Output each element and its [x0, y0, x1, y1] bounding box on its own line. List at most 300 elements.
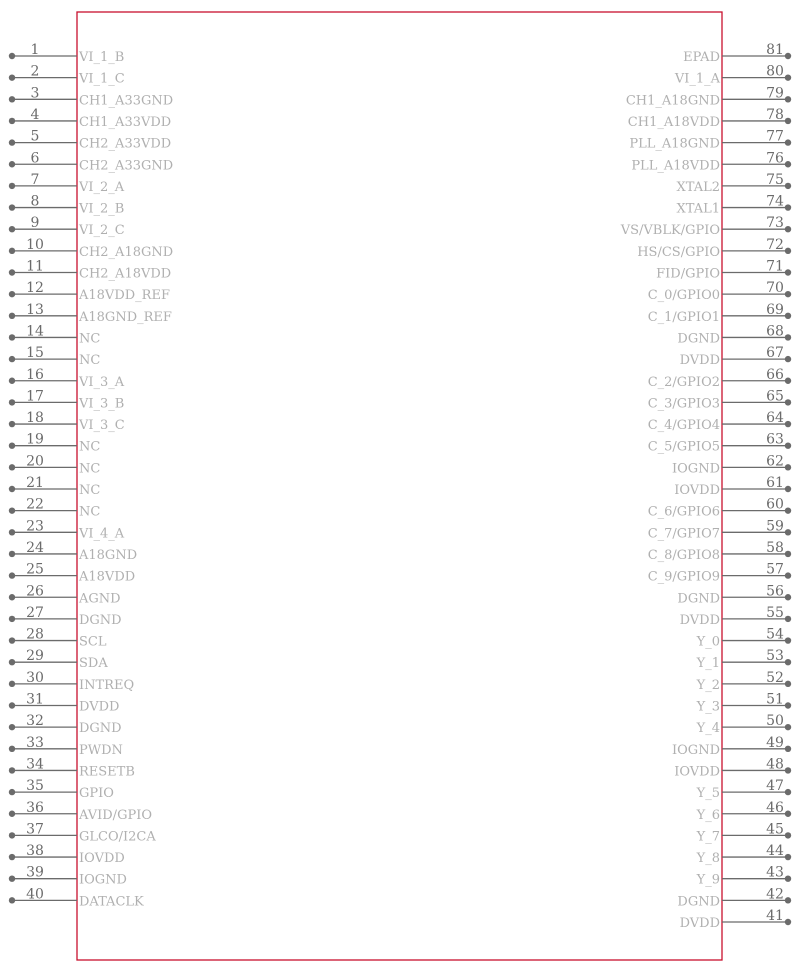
- pin-name-label: C_3/GPIO3: [647, 396, 720, 412]
- pin-51: [696, 692, 792, 715]
- pin-terminal-dot: [9, 74, 15, 80]
- pin-60: [648, 497, 791, 520]
- pin-terminal-dot: [785, 139, 791, 145]
- pin-terminal-dot: [785, 443, 791, 449]
- pin-terminal-dot: [9, 464, 15, 470]
- pin-number: 77: [766, 128, 784, 145]
- pin-name-label: SCL: [79, 634, 107, 650]
- pin-75: [676, 172, 791, 195]
- pin-number: 25: [26, 561, 44, 578]
- pin-22: [9, 497, 101, 520]
- pin-52: [696, 670, 792, 693]
- pin-name-label: PLL_A18GND: [629, 136, 720, 152]
- pin-number: 55: [766, 604, 784, 621]
- pin-number: 13: [26, 301, 44, 318]
- pin-number: 39: [26, 864, 44, 881]
- pin-terminal-dot: [9, 313, 15, 319]
- pin-name-label: NC: [79, 461, 101, 477]
- pin-terminal-dot: [9, 226, 15, 232]
- pin-terminal-dot: [9, 551, 15, 557]
- pin-name-label: DGND: [79, 612, 122, 628]
- pin-name-label: GPIO: [79, 786, 114, 802]
- pin-terminal-dot: [785, 399, 791, 405]
- pin-63: [648, 432, 791, 455]
- pin-terminal-dot: [785, 637, 791, 643]
- pin-number: 5: [30, 128, 40, 145]
- pin-number: 56: [766, 583, 784, 600]
- pin-name-label: DGND: [677, 894, 720, 910]
- pin-name-label: C_7/GPIO7: [647, 526, 720, 542]
- pin-terminal-dot: [785, 74, 791, 80]
- pin-name-label: CH2_A33GND: [79, 158, 174, 174]
- pin-50: [696, 713, 792, 736]
- pin-name-label: VS/VBLK/GPIO: [620, 223, 720, 239]
- pin-terminal-dot: [9, 767, 15, 773]
- pin-number: 16: [26, 366, 44, 383]
- pin-number: 63: [766, 431, 784, 448]
- pin-name-label: Y_6: [696, 807, 720, 823]
- pin-number: 24: [26, 539, 44, 556]
- pin-terminal-dot: [785, 702, 791, 708]
- pin-4: [9, 107, 171, 130]
- pin-number: 3: [30, 85, 40, 102]
- pin-terminal-dot: [785, 876, 791, 882]
- pin-name-label: IOGND: [672, 742, 720, 758]
- pin-terminal-dot: [9, 681, 15, 687]
- pin-terminal-dot: [9, 204, 15, 210]
- pin-terminal-dot: [785, 486, 791, 492]
- pin-terminal-dot: [785, 226, 791, 232]
- pin-number: 41: [766, 908, 784, 924]
- pin-6: [9, 150, 173, 173]
- pin-name-label: INTREQ: [79, 677, 135, 693]
- pin-terminal-dot: [9, 702, 15, 708]
- pin-terminal-dot: [785, 789, 791, 795]
- pin-80: [674, 64, 791, 87]
- pin-number: 53: [766, 648, 784, 665]
- pin-terminal-dot: [9, 811, 15, 817]
- pin-number: 80: [766, 63, 784, 80]
- pin-terminal-dot: [9, 139, 15, 145]
- pin-number: 42: [766, 886, 784, 903]
- pin-number: 28: [26, 626, 44, 643]
- pin-1: [9, 42, 125, 65]
- pin-number: 38: [26, 843, 44, 860]
- pin-name-label: C_2/GPIO2: [647, 374, 720, 390]
- pin-name-label: C_5/GPIO5: [647, 439, 720, 455]
- pin-name-label: C_1/GPIO1: [647, 309, 720, 325]
- pin-number: 64: [766, 410, 784, 427]
- pin-number: 45: [766, 821, 784, 838]
- pin-number: 4: [30, 106, 40, 123]
- pin-name-label: NC: [79, 331, 101, 347]
- pin-number: 79: [766, 85, 784, 102]
- pin-number: 49: [766, 734, 784, 751]
- pin-number: 2: [30, 63, 40, 80]
- pin-number: 27: [26, 604, 44, 621]
- pin-terminal-dot: [785, 183, 791, 189]
- pin-name-label: CH2_A33VDD: [79, 136, 172, 152]
- pin-name-label: DVDD: [679, 916, 720, 931]
- pin-terminal-dot: [9, 854, 15, 860]
- pin-number: 57: [766, 561, 784, 578]
- pin-number: 6: [30, 150, 40, 167]
- pin-19: [9, 432, 101, 455]
- pin-terminal-dot: [785, 356, 791, 362]
- pin-terminal-dot: [785, 291, 791, 297]
- pin-27: [9, 605, 122, 628]
- pin-name-label: Y_5: [696, 786, 720, 802]
- pin-name-label: PLL_A18VDD: [631, 158, 720, 174]
- pin-number: 52: [766, 669, 784, 686]
- pin-36: [9, 800, 152, 823]
- pin-70: [648, 280, 791, 303]
- pin-name-label: IOVDD: [674, 764, 720, 780]
- pin-number: 72: [766, 236, 784, 253]
- pin-number: 54: [766, 626, 784, 643]
- pin-number: 51: [766, 691, 784, 708]
- pin-name-label: VI_2_A: [79, 179, 125, 195]
- pin-name-label: CH2_A18VDD: [79, 266, 172, 282]
- pin-terminal-dot: [9, 637, 15, 643]
- pin-number: 61: [766, 475, 784, 491]
- pin-number: 29: [26, 648, 44, 665]
- pin-number: 68: [766, 323, 784, 340]
- pin-terminal-dot: [785, 659, 791, 665]
- pin-number: 9: [30, 215, 40, 232]
- pin-terminal-dot: [785, 53, 791, 59]
- pin-56: [677, 583, 791, 606]
- pin-name-label: CH1_A18VDD: [627, 114, 720, 130]
- pin-66: [648, 367, 791, 390]
- pin-number: 48: [766, 756, 784, 773]
- pin-name-label: NC: [79, 439, 101, 455]
- pin-terminal-dot: [785, 767, 791, 773]
- pin-48: [674, 756, 791, 779]
- pin-number: 21: [26, 475, 44, 491]
- pin-30: [9, 670, 134, 693]
- pin-name-label: DVDD: [679, 612, 720, 628]
- pin-45: [696, 821, 792, 844]
- pin-terminal-dot: [9, 248, 15, 254]
- pin-name-label: C_8/GPIO8: [647, 547, 720, 563]
- pin-number: 71: [766, 258, 784, 275]
- pin-name-label: C_4/GPIO4: [647, 418, 720, 434]
- pin-name-label: RESETB: [79, 764, 135, 780]
- pin-terminal-dot: [785, 96, 791, 102]
- pin-terminal-dot: [785, 681, 791, 687]
- pin-2: [9, 64, 125, 87]
- pin-terminal-dot: [785, 248, 791, 254]
- pin-name-label: VI_1_B: [79, 50, 125, 65]
- pin-number: 34: [26, 756, 44, 773]
- pin-number: 73: [766, 215, 784, 232]
- pin-terminal-dot: [9, 378, 15, 384]
- pin-68: [677, 323, 791, 346]
- pin-terminal-dot: [785, 594, 791, 600]
- pin-number: 12: [26, 280, 44, 297]
- pin-name-label: NC: [79, 353, 101, 369]
- pin-number: 32: [26, 713, 44, 730]
- pin-name-label: AGND: [79, 591, 121, 607]
- pin-73: [620, 215, 791, 238]
- pin-55: [680, 605, 792, 628]
- pin-59: [648, 518, 791, 541]
- pin-name-label: DVDD: [79, 699, 120, 715]
- pin-terminal-dot: [9, 421, 15, 427]
- pin-number: 7: [30, 171, 40, 188]
- pin-43: [696, 865, 792, 888]
- pin-number: 47: [766, 778, 784, 795]
- pin-name-label: NC: [79, 483, 101, 498]
- pin-number: 22: [26, 496, 44, 513]
- pin-64: [648, 410, 791, 433]
- pin-number: 15: [26, 345, 44, 362]
- pin-32: [9, 713, 122, 736]
- pin-78: [628, 107, 791, 130]
- pin-name-label: Y_1: [696, 656, 720, 672]
- pin-name-label: VI_1_A: [674, 71, 720, 87]
- pin-terminal-dot: [785, 204, 791, 210]
- pin-number: 60: [766, 496, 784, 513]
- pin-number: 76: [766, 150, 784, 167]
- pin-number: 74: [766, 193, 784, 210]
- pin-9: [9, 215, 125, 238]
- pin-terminal-dot: [785, 919, 791, 925]
- pin-13: [9, 302, 172, 325]
- pin-terminal-dot: [785, 616, 791, 622]
- right-pin-group: [620, 42, 791, 931]
- pin-name-label: Y_8: [696, 851, 720, 867]
- pin-name-label: DVDD: [679, 353, 720, 369]
- pin-name-label: DGND: [79, 721, 122, 737]
- pin-name-label: C_9/GPIO9: [647, 569, 720, 585]
- pin-number: 43: [766, 864, 784, 881]
- pin-number: 31: [26, 691, 44, 708]
- pin-7: [9, 172, 125, 195]
- pin-number: 46: [766, 799, 784, 816]
- pin-terminal-dot: [9, 269, 15, 275]
- pin-number: 40: [26, 886, 44, 903]
- pin-number: 62: [766, 453, 784, 470]
- pin-11: [9, 259, 171, 282]
- pin-terminal-dot: [785, 572, 791, 578]
- pin-terminal-dot: [785, 464, 791, 470]
- pin-number: 50: [766, 713, 784, 730]
- pin-terminal-dot: [9, 161, 15, 167]
- pin-15: [9, 345, 101, 368]
- pin-terminal-dot: [9, 897, 15, 903]
- pin-terminal-dot: [9, 118, 15, 124]
- pin-number: 81: [766, 42, 784, 58]
- pin-terminal-dot: [9, 507, 15, 513]
- pin-terminal-dot: [9, 616, 15, 622]
- pin-61: [674, 475, 791, 498]
- pin-number: 20: [26, 453, 44, 470]
- pin-58: [648, 540, 791, 563]
- pin-name-label: EPAD: [683, 50, 720, 65]
- pin-number: 66: [766, 366, 784, 383]
- pin-28: [9, 627, 107, 650]
- pin-18: [9, 410, 125, 433]
- pin-terminal-dot: [785, 334, 791, 340]
- pin-number: 36: [26, 799, 44, 816]
- pin-terminal-dot: [785, 118, 791, 124]
- pin-terminal-dot: [785, 313, 791, 319]
- pin-name-label: Y_0: [696, 634, 720, 650]
- pin-name-label: IOVDD: [79, 851, 125, 867]
- pin-39: [9, 865, 127, 888]
- pin-terminal-dot: [785, 724, 791, 730]
- pin-76: [631, 150, 791, 173]
- pin-terminal-dot: [785, 378, 791, 384]
- pin-name-label: AVID/GPIO: [79, 807, 152, 823]
- pin-number: 35: [26, 778, 44, 795]
- pin-name-label: VI_4_A: [79, 526, 125, 542]
- pin-name-label: VI_1_C: [79, 71, 125, 87]
- pin-12: [9, 280, 170, 303]
- pin-8: [9, 194, 125, 217]
- pin-terminal-dot: [9, 96, 15, 102]
- pin-terminal-dot: [9, 659, 15, 665]
- pin-name-label: PWDN: [79, 742, 123, 758]
- pin-terminal-dot: [9, 443, 15, 449]
- pin-number: 8: [30, 193, 40, 210]
- pin-name-label: HS/CS/GPIO: [637, 244, 720, 260]
- pin-number: 18: [26, 410, 44, 427]
- pin-name-label: VI_2_C: [79, 223, 125, 239]
- pin-terminal-dot: [9, 572, 15, 578]
- pin-terminal-dot: [785, 161, 791, 167]
- pin-71: [656, 259, 791, 282]
- pin-name-label: VI_3_A: [79, 374, 125, 390]
- pin-name-label: A18VDD_REF: [79, 288, 170, 304]
- pin-31: [9, 692, 120, 715]
- pin-terminal-dot: [9, 724, 15, 730]
- pin-77: [629, 129, 791, 152]
- pin-number: 65: [766, 388, 784, 405]
- pin-name-label: Y_3: [696, 699, 720, 715]
- pin-name-label: XTAL1: [676, 201, 720, 217]
- pin-number: 75: [766, 171, 784, 188]
- pin-62: [672, 453, 791, 476]
- pin-name-label: FID/GPIO: [656, 266, 720, 282]
- pin-name-label: Y_9: [696, 872, 720, 888]
- pin-38: [9, 843, 125, 866]
- pin-number: 11: [26, 258, 44, 275]
- pin-number: 19: [26, 431, 44, 448]
- pin-terminal-dot: [785, 269, 791, 275]
- pin-name-label: CH1_A33VDD: [79, 114, 172, 130]
- pin-terminal-dot: [9, 356, 15, 362]
- pin-65: [648, 388, 791, 411]
- pin-number: 17: [26, 388, 44, 405]
- pin-number: 78: [766, 106, 784, 123]
- pin-26: [9, 583, 121, 606]
- pin-14: [9, 323, 101, 346]
- pin-terminal-dot: [9, 594, 15, 600]
- pin-terminal-dot: [9, 183, 15, 189]
- pin-terminal-dot: [9, 334, 15, 340]
- pin-name-label: A18GND_REF: [79, 309, 172, 325]
- pin-53: [696, 648, 792, 671]
- pin-terminal-dot: [785, 854, 791, 860]
- pin-terminal-dot: [9, 53, 15, 59]
- pin-name-label: GLCO/I2CA: [79, 829, 156, 845]
- pin-name-label: IOGND: [79, 872, 127, 888]
- pin-terminal-dot: [9, 486, 15, 492]
- pin-name-label: CH1_A33GND: [79, 93, 174, 109]
- pin-name-label: DGND: [677, 591, 720, 607]
- pin-name-label: VI_3_C: [79, 418, 125, 434]
- pin-72: [637, 237, 791, 260]
- pin-10: [9, 237, 173, 260]
- pin-49: [672, 735, 791, 758]
- pin-81: [683, 42, 791, 65]
- pin-47: [696, 778, 792, 801]
- pin-terminal-dot: [785, 507, 791, 513]
- pin-25: [9, 562, 135, 585]
- pin-terminal-dot: [785, 811, 791, 817]
- pin-terminal-dot: [785, 897, 791, 903]
- pin-74: [676, 194, 791, 217]
- pin-number: 69: [766, 301, 784, 318]
- pin-name-label: XTAL2: [676, 179, 720, 195]
- pin-name-label: Y_2: [696, 677, 720, 693]
- pin-terminal-dot: [785, 746, 791, 752]
- pin-24: [9, 540, 137, 563]
- pin-terminal-dot: [785, 529, 791, 535]
- pin-number: 14: [26, 323, 44, 340]
- pin-name-label: A18GND: [79, 547, 138, 563]
- pin-number: 44: [766, 843, 784, 860]
- pin-terminal-dot: [9, 876, 15, 882]
- pin-29: [9, 648, 109, 671]
- pin-name-label: CH1_A18GND: [625, 93, 720, 109]
- pin-67: [680, 345, 792, 368]
- component-body: [77, 12, 722, 960]
- pin-69: [648, 302, 791, 325]
- pin-54: [696, 627, 792, 650]
- pin-name-label: IOVDD: [674, 483, 720, 498]
- pin-terminal-dot: [9, 789, 15, 795]
- pin-name-label: VI_2_B: [79, 201, 125, 217]
- pin-35: [9, 778, 114, 801]
- pin-number: 26: [26, 583, 44, 600]
- pin-name-label: DGND: [677, 331, 720, 347]
- pin-16: [9, 367, 125, 390]
- pin-terminal-dot: [9, 746, 15, 752]
- pin-46: [696, 800, 792, 823]
- pin-number: 23: [26, 518, 44, 535]
- pin-terminal-dot: [785, 551, 791, 557]
- pin-41: [680, 908, 792, 931]
- pin-37: [9, 821, 157, 844]
- pin-terminal-dot: [9, 832, 15, 838]
- pin-name-label: A18VDD: [79, 569, 136, 585]
- pin-number: 59: [766, 518, 784, 535]
- pin-21: [9, 475, 101, 498]
- pin-name-label: CH2_A18GND: [79, 244, 174, 260]
- pin-name-label: Y_7: [696, 829, 720, 845]
- pin-number: 37: [26, 821, 44, 838]
- pin-79: [626, 85, 791, 108]
- pin-terminal-dot: [9, 291, 15, 297]
- pin-33: [9, 735, 123, 758]
- pin-name-label: VI_3_B: [79, 396, 125, 412]
- pin-number: 33: [26, 734, 44, 751]
- left-pin-group: [9, 42, 173, 909]
